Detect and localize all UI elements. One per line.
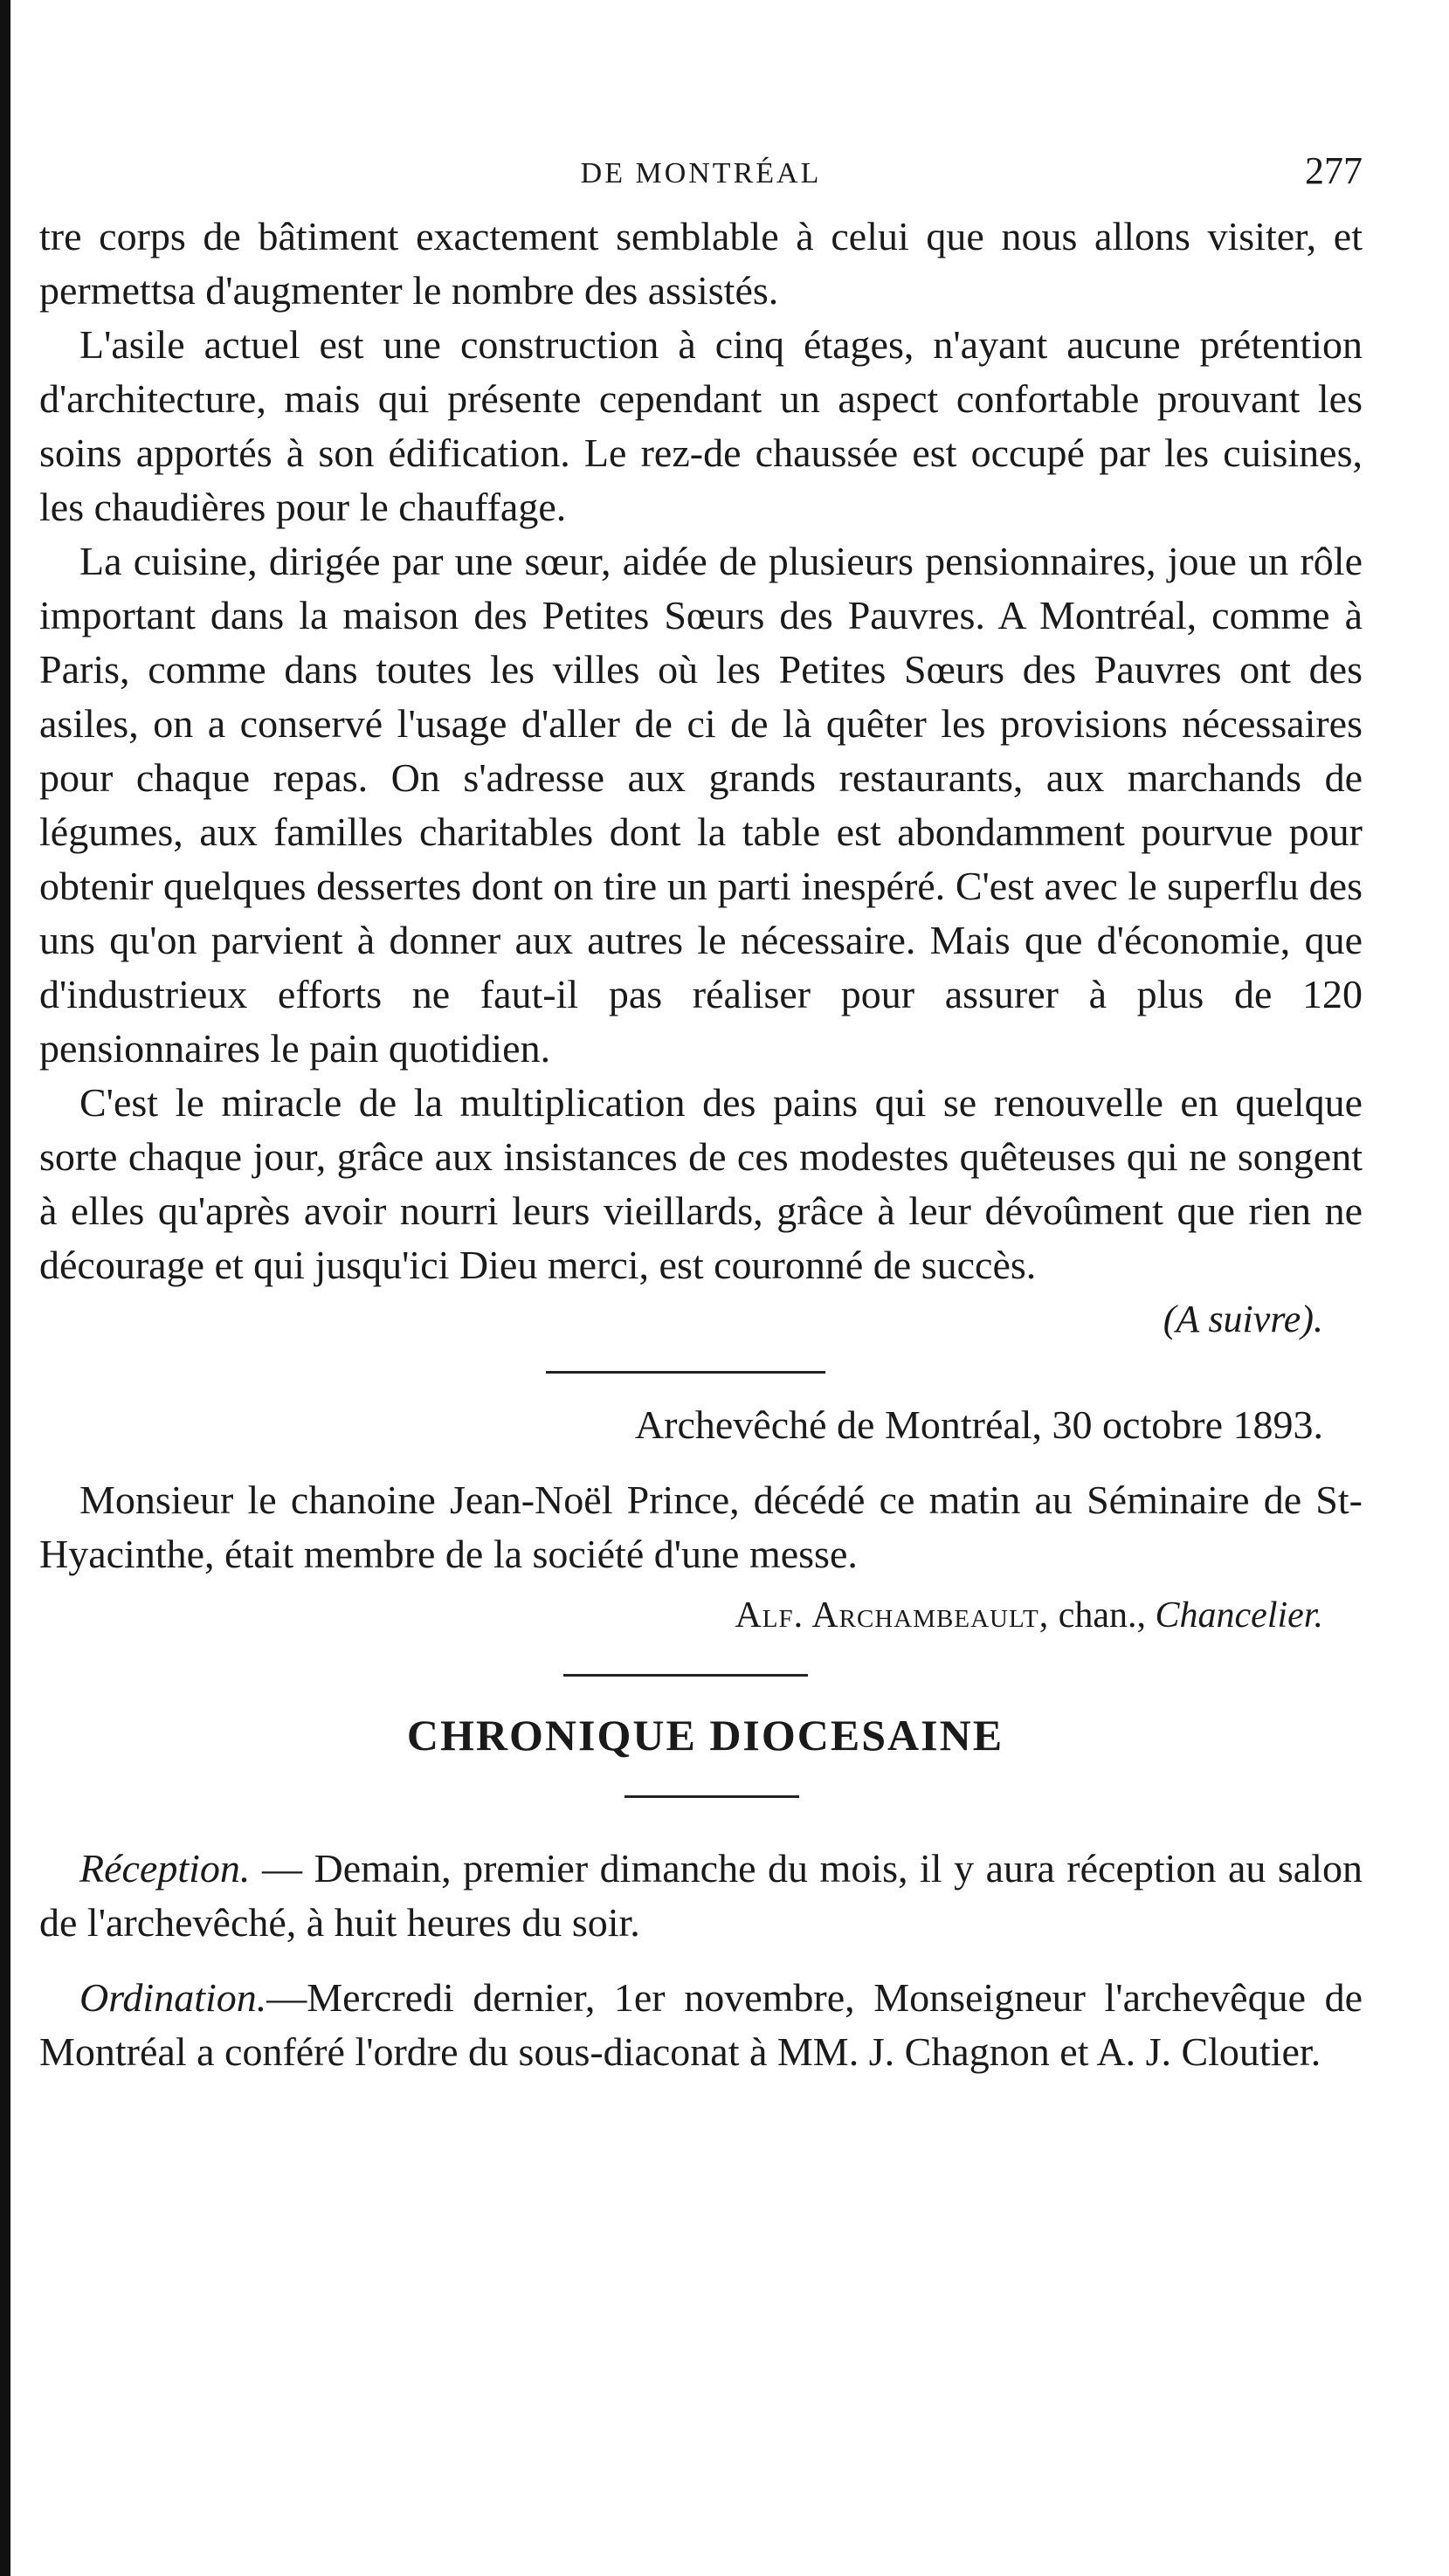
entry-label: Réception. [79, 1846, 251, 1891]
signature-rank: chan., [1058, 1595, 1147, 1636]
signature-name: Alf. Archambeault, [735, 1595, 1050, 1636]
page-header [39, 148, 1363, 210]
section-divider [546, 1371, 825, 1374]
entry-text: — Demain, premier dimanche du mois, il y aura réception au salon de l'archevêché, à huit heures du soir. [39, 1846, 1363, 1945]
signature-title: Chancelier. [1155, 1595, 1323, 1636]
notice-dateline: Archevêché de Montréal, 30 octobre 1893. [634, 1402, 1323, 1447]
chronicle-entry-ordination [39, 1971, 1363, 2079]
notice-body: Monsieur le chanoine Jean-Noël Prince, décédé ce matin au Séminaire de St-Hyacinthe, était membre de la société d'une messe. [39, 1477, 1363, 1576]
entry-text: —Mercredi dernier, 1er novembre, Monseigneur l'archevêque de Montréal a conféré l'ordre du sous-diaconat à MM. J. Chagnon et A. J. Cloutier. [39, 1975, 1363, 2074]
paragraph-4: C'est le miracle de la multiplication des pains qui se renouvelle en quelque sorte chaque jour, grâce aux insistances de ces modestes quêteuses qui ne songent à elles qu'après avoir nourri leurs vieillards, grâce à leur dévoûment que rien ne décourage et qui jusqu'ici Dieu merci, est couronné de succès. [39, 1080, 1363, 1287]
book-page [39, 148, 1363, 2079]
title-underline [624, 1795, 799, 1798]
article-body [39, 210, 1363, 1347]
to-be-continued: (A suivre). [1163, 1298, 1323, 1340]
section-title: CHRONIQUE DIOCESAINE [406, 1711, 1004, 1760]
paragraph-1: tre corps de bâtiment exactement semblable à celui que nous allons visiter, et permettsa d'augmenter le nombre des assistés. [39, 214, 1363, 313]
paragraph-2: L'asile actuel est une construction à cinq étages, n'ayant aucune prétention d'architecture, mais qui présente cependant un aspect confortable prouvant les soins apportés à son édification. Le rez-de chaussée est occupé par les cuisines, les chaudières pour le chauffage. [39, 322, 1363, 529]
paragraph-3: La cuisine, dirigée par une sœur, aidée de plusieurs pensionnaires, joue un rôle important dans la maison des Petites Sœurs des Pauvres. A Montréal, comme à Paris, comme dans toutes les villes où les Petites Sœurs des Pauvres ont des asiles, on a conservé l'usage d'aller de ci de là quêter les provisions nécessaires pour chaque repas. On s'adresse aux grands restaurants, aux marchands de légumes, aux familles charitables dont la table est abondamment pourvue pour obtenir quelques dessertes dont on tire un parti inespéré. C'est avec le superflu des uns qu'on parvient à donner aux autres le nécessaire. Mais que d'économie, que d'industrieux efforts ne faut-il pas réaliser pour assurer à plus de 120 pensionnaires le pain quotidien. [39, 539, 1363, 1071]
running-head: DE MONTRÉAL [580, 157, 822, 189]
binding-edge [0, 0, 10, 2576]
chronicle-entry-reception [39, 1842, 1363, 1950]
page-number: 277 [1305, 149, 1363, 192]
notice-signature [39, 1588, 1323, 1643]
entry-label: Ordination. [79, 1975, 267, 2020]
section-divider [563, 1674, 808, 1677]
